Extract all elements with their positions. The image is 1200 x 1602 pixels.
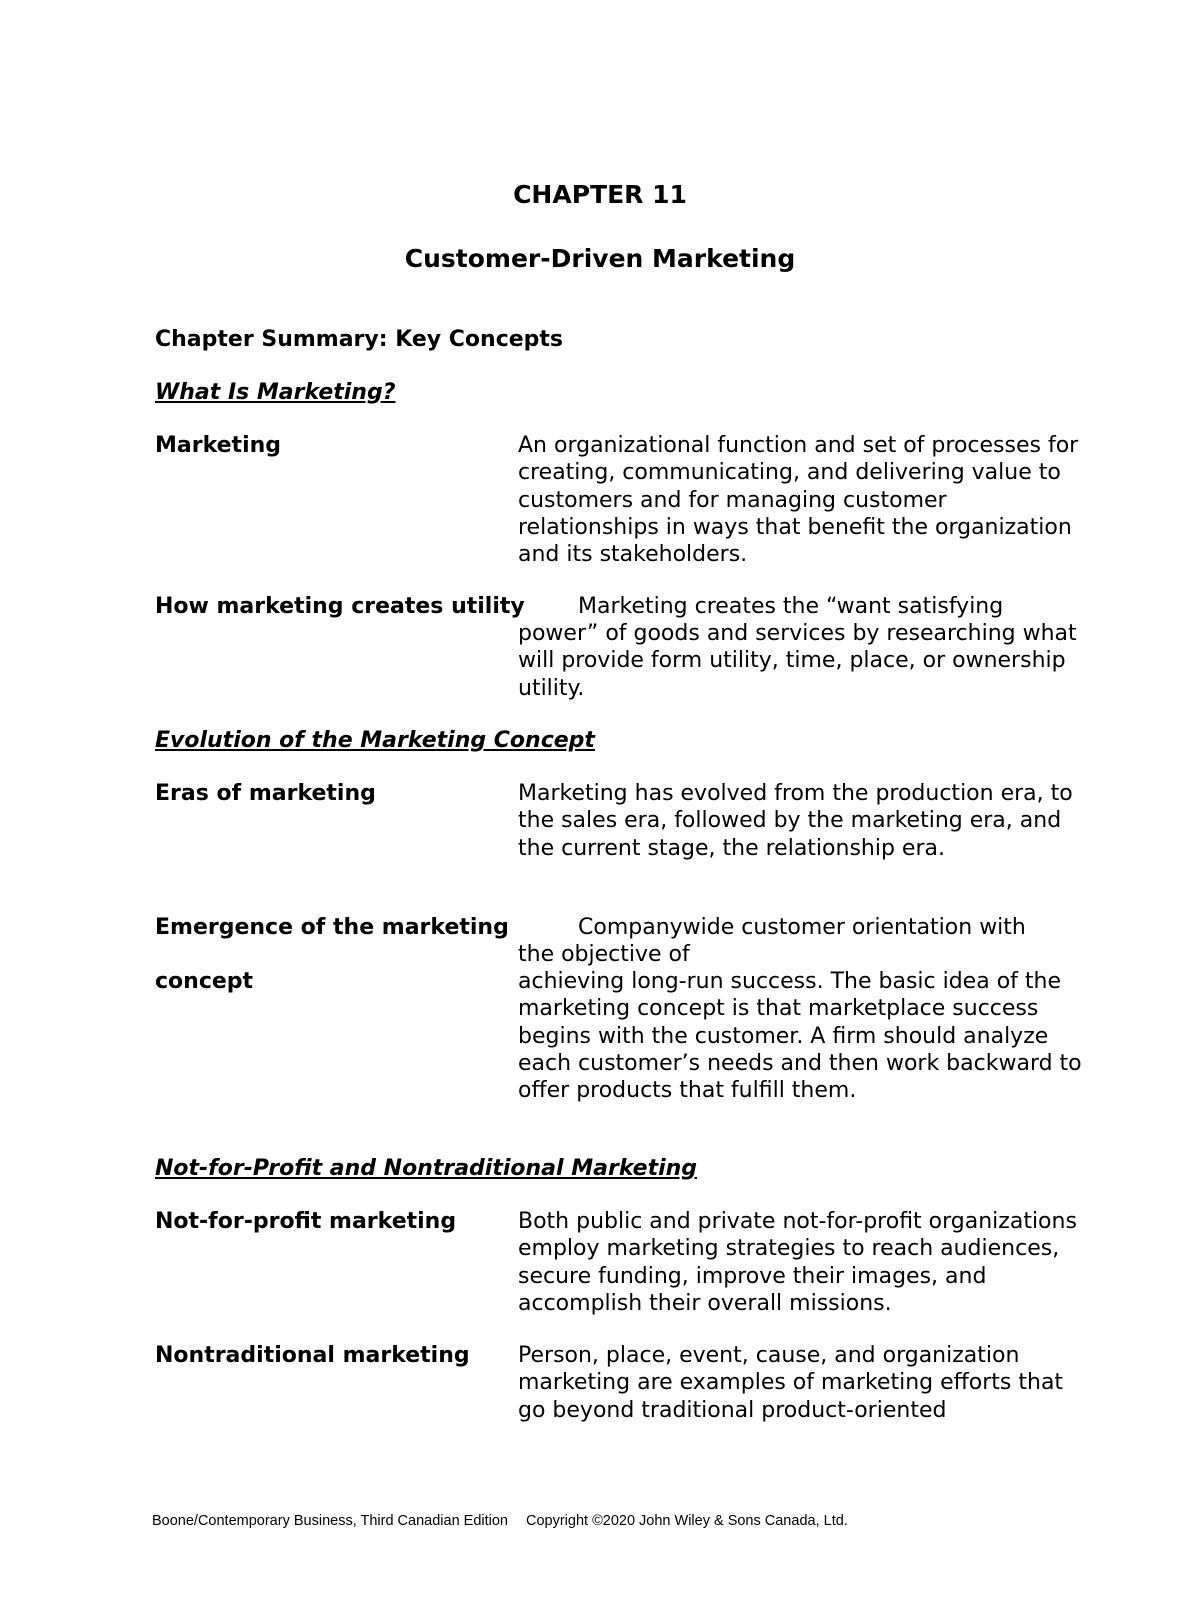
term-nontraditional-marketing: Nontraditional marketing — [155, 1343, 470, 1368]
term-eras-of-marketing: Eras of marketing — [155, 781, 376, 806]
definition-not-for-profit-marketing: Both public and private not-for-profit organizations employ marketing strategies to reach audiences, secure funding, improve their images, and accomplish their overall missions. — [518, 1209, 1077, 1316]
definition-emergence-second-line: the objective of — [518, 942, 690, 967]
definition-utility: power” of goods and services by researching what will provide form utility, time, place, or ownership utility. — [518, 621, 1077, 701]
term-emergence-marketing-concept-line2: concept — [155, 969, 254, 994]
definition-eras-of-marketing: Marketing has evolved from the production era, to the sales era, followed by the marketing era, and the current stage, the relationship era. — [518, 781, 1073, 861]
summary-heading: Chapter Summary: Key Concepts — [155, 327, 564, 352]
page-footer — [152, 1512, 848, 1530]
footer-book-title: Boone/Contemporary Business, Third Canadian Edition — [152, 1513, 508, 1529]
term-how-marketing-creates-utility: How marketing creates utility — [155, 594, 525, 619]
definition-utility-first-line: Marketing creates the “want satisfying — [578, 594, 1004, 619]
definition-nontraditional-marketing: Person, place, event, cause, and organization marketing are examples of marketing efforts that go beyond traditional product-oriented — [518, 1343, 1064, 1423]
definition-emergence-first-line: Companywide customer orientation with — [578, 915, 1026, 940]
section-heading-what-is-marketing: What Is Marketing? — [155, 380, 396, 405]
footer-copyright: Copyright ©2020 John Wiley & Sons Canada, Ltd. — [526, 1513, 848, 1529]
chapter-title: CHAPTER 11 — [513, 180, 687, 209]
definition-emergence-marketing-concept: achieving long-run success. The basic idea of the marketing concept is that marketplace success begins with the customer. A firm should analyze each customer’s needs and then work backward to offer products that fulfill them. — [518, 969, 1082, 1104]
term-emergence-marketing-concept-line1: Emergence of the marketing — [155, 915, 509, 940]
chapter-subtitle: Customer-Driven Marketing — [404, 244, 796, 273]
term-marketing: Marketing — [155, 433, 282, 458]
section-heading-evolution-marketing-concept: Evolution of the Marketing Concept — [155, 728, 595, 753]
definition-marketing: An organizational function and set of processes for creating, communicating, and delivering value to customers and for managing customer relationships in ways that benefit the organization and its stakeholders. — [518, 433, 1079, 568]
section-heading-not-for-profit-nontraditional: Not-for-Profit and Nontraditional Marketing — [155, 1156, 698, 1181]
term-not-for-profit-marketing: Not-for-profit marketing — [155, 1209, 457, 1234]
